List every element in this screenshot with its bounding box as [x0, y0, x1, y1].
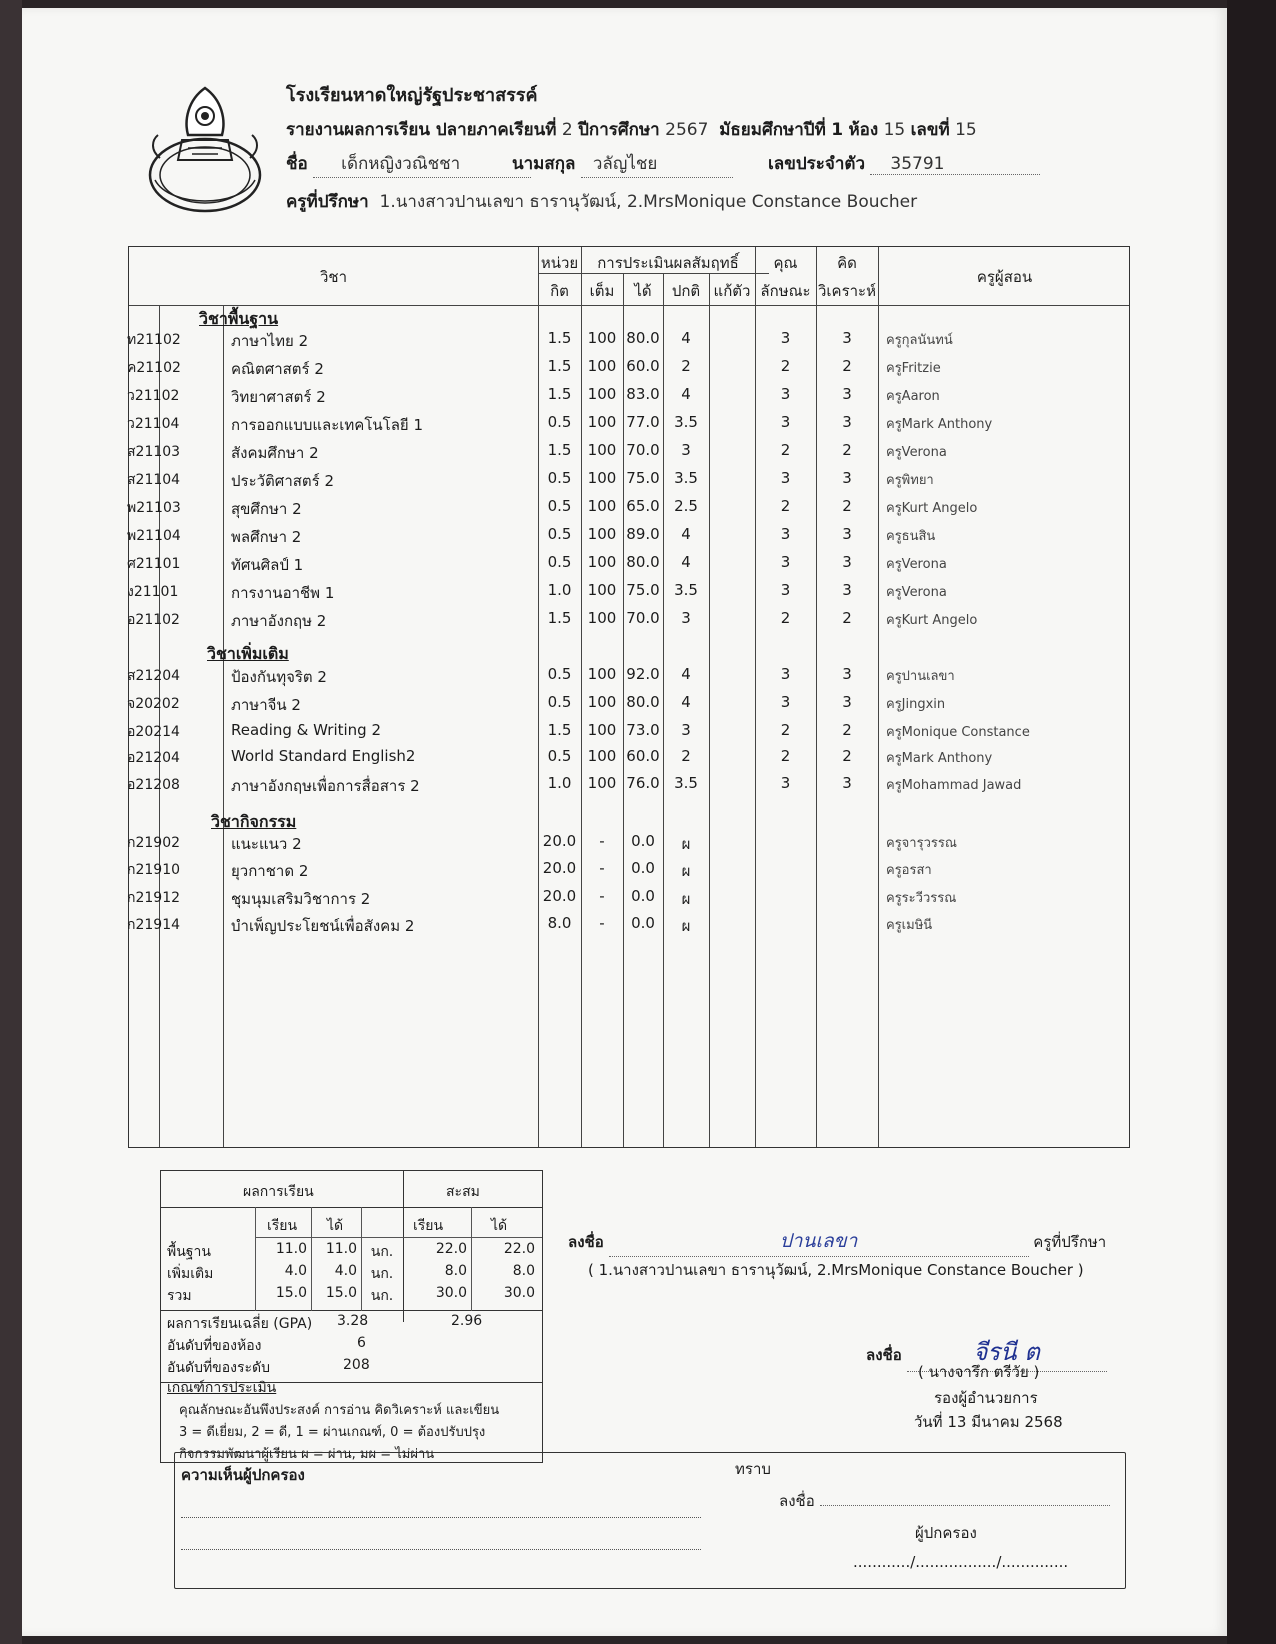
summary-cum-got-label: ได้ [491, 1218, 508, 1234]
section-activity: วิชากิจกรรม [211, 812, 297, 831]
cell-credit: 1.5 [547, 357, 572, 375]
cell-think: 2 [842, 497, 852, 515]
cell-code: อ21204 [127, 750, 180, 766]
criteria-line-1: คุณลักษณะอันพึงประสงค์ การอ่าน คิดวิเคราะห์ และเขียน [179, 1403, 500, 1418]
cell-think: 3 [842, 774, 852, 792]
cell-think: 3 [842, 693, 852, 711]
header-credit-top: หน่วย [540, 254, 579, 272]
summary-box [160, 1170, 543, 1463]
cell-got: 0.0 [631, 832, 655, 850]
cell-think: 3 [842, 413, 852, 431]
cell-full: 100 [587, 441, 617, 459]
cell-char: 3 [780, 385, 791, 403]
cell-name: Reading & Writing 2 [231, 721, 381, 739]
cell-name: สุขศึกษา 2 [231, 500, 302, 518]
cell-got: 0.0 [631, 914, 655, 932]
cell-teacher: ครูJingxin [886, 697, 946, 712]
cell-grade: 4 [681, 693, 691, 711]
cell-code: ว21102 [127, 388, 180, 404]
gpa-value: 3.28 [337, 1313, 369, 1329]
cell-char: 2 [780, 497, 791, 515]
cell-name: ภาษาไทย 2 [231, 332, 309, 350]
criteria-title: เกณฑ์การประเมิน [167, 1380, 277, 1396]
cell-got: 83.0 [626, 385, 660, 403]
cell-full: 100 [587, 665, 617, 683]
cell-teacher: ครูFritzie [886, 361, 941, 376]
grade-value: 1 [831, 120, 844, 140]
cell-credit: 1.5 [547, 441, 572, 459]
cell-code: ว21104 [127, 416, 180, 432]
student-first-name: เด็กหญิงวณิชชา [313, 150, 531, 178]
year-label: ปีการศึกษา [578, 120, 660, 140]
cell-got: 73.0 [626, 721, 660, 739]
cell-full: 100 [587, 469, 617, 487]
summary-label: รวม [167, 1288, 192, 1304]
cell-name: การงานอาชีพ 1 [231, 584, 335, 602]
cell-char: 3 [780, 553, 791, 571]
name-label: ชื่อ [286, 154, 308, 174]
summary-results-label: ผลการเรียน [243, 1184, 314, 1200]
cell-teacher: ครูVerona [886, 585, 947, 600]
teacher-divider [878, 247, 879, 1147]
cell-credit: 1.5 [547, 609, 572, 627]
cell-think: 2 [842, 721, 852, 739]
cell-credit: 0.5 [547, 469, 572, 487]
cell-code: พ21104 [127, 528, 181, 544]
summary-study: 11.0 [275, 1241, 307, 1257]
cell-think: 3 [842, 469, 852, 487]
cell-char: 3 [780, 693, 791, 711]
cell-credit: 0.5 [547, 525, 572, 543]
student-id-label: เลขประจำตัว [768, 154, 865, 174]
director-signature: จีรนี ต [907, 1332, 1107, 1372]
cell-code: ส21104 [127, 472, 181, 488]
cell-code: อ21208 [127, 777, 180, 793]
cell-grade: 4 [681, 385, 691, 403]
cell-name: การออกแบบและเทคโนโลยี 1 [231, 416, 423, 434]
surname-label: นามสกุล [512, 154, 576, 174]
cell-full: - [599, 887, 605, 905]
cell-code: ก21902 [127, 835, 181, 851]
cell-think: 2 [842, 747, 852, 765]
class-rank-value: 6 [357, 1335, 366, 1351]
cell-credit: 0.5 [547, 553, 572, 571]
cell-credit: 0.5 [547, 497, 572, 515]
cell-credit: 0.5 [547, 747, 572, 765]
cell-name: ป้องกันทุจริต 2 [231, 668, 327, 686]
cell-got: 0.0 [631, 859, 655, 877]
number-value: 15 [955, 120, 977, 140]
cell-name: บำเพ็ญประโยชน์เพื่อสังคม 2 [231, 917, 415, 935]
summary-cum-study-label: เรียน [413, 1218, 444, 1234]
header-think-top: คิด [837, 254, 857, 272]
cell-full: 100 [587, 497, 617, 515]
cell-grade: 2.5 [674, 497, 698, 515]
cell-grade: 2 [681, 747, 691, 765]
summary-study: 4.0 [284, 1263, 307, 1279]
level-rank-value: 208 [343, 1357, 370, 1373]
header-subject: วิชา [319, 268, 348, 286]
sign-date: วันที่ 13 มีนาคม 2568 [914, 1413, 1063, 1431]
parent-role: ผู้ปกครอง [915, 1524, 977, 1542]
cell-char: 3 [780, 525, 791, 543]
header-char-top: คุณ [773, 254, 798, 272]
cell-credit: 20.0 [542, 832, 577, 850]
section-basic: วิชาพื้นฐาน [199, 309, 279, 328]
cell-full: 100 [587, 747, 617, 765]
cell-credit: 20.0 [542, 859, 577, 877]
advisor-sign-line [568, 1226, 1106, 1257]
cell-got: 77.0 [626, 413, 660, 431]
cell-teacher: ครูอรสา [886, 863, 932, 878]
cell-got: 76.0 [626, 774, 660, 792]
school-seal-icon [140, 80, 270, 220]
report-title-line [286, 116, 977, 143]
fix-divider [709, 273, 710, 1147]
report-title: รายงานผลการเรียน ปลายภาคเรียนที่ [286, 120, 557, 140]
cell-grade: 4 [681, 553, 691, 571]
cell-name: ชุมนุมเสริมวิชาการ 2 [231, 890, 371, 908]
cell-teacher: ครูVerona [886, 445, 947, 460]
student-id: 35791 [870, 154, 1040, 175]
cell-code: พ21103 [127, 500, 181, 516]
cell-full: 100 [587, 385, 617, 403]
year-value: 2567 [665, 120, 709, 140]
summary-hline-sub [255, 1237, 542, 1238]
criteria-line-2: 3 = ดีเยี่ยม, 2 = ดี, 1 = ผ่านเกณฑ์, 0 = ต้องปรับปรุง [179, 1425, 486, 1440]
cell-got: 70.0 [626, 609, 660, 627]
summary-cumulative-label: สะสม [446, 1184, 480, 1200]
cell-think: 3 [842, 329, 852, 347]
cell-name: World Standard English2 [231, 747, 416, 765]
cell-got: 80.0 [626, 329, 660, 347]
cell-grade: 4 [681, 329, 691, 347]
cell-code: ก21910 [127, 862, 181, 878]
header-divider [129, 305, 1129, 306]
criteria-line-3: กิจกรรมพัฒนาผู้เรียน ผ = ผ่าน, มผ = ไม่ผ่าน [179, 1447, 435, 1462]
cell-credit: 1.5 [547, 385, 572, 403]
cell-char: 2 [780, 441, 791, 459]
summary-hline-2 [161, 1310, 542, 1311]
cell-full: 100 [587, 581, 617, 599]
cell-code: ง21101 [127, 584, 179, 600]
summary-cum_study: 8.0 [444, 1263, 467, 1279]
cell-grade: ผ [681, 862, 691, 880]
room-label: ห้อง [848, 120, 879, 140]
cell-char: 3 [780, 665, 791, 683]
cell-teacher: ครูเมษินี [886, 918, 933, 933]
cell-char: 2 [780, 609, 791, 627]
cell-grade: 4 [681, 525, 691, 543]
cell-got: 60.0 [626, 747, 660, 765]
cell-char: 3 [780, 581, 791, 599]
header-normal: ปกติ [671, 282, 701, 300]
header-full: เต็ม [589, 282, 615, 300]
cell-grade: 3 [681, 441, 691, 459]
cell-char: 2 [780, 747, 791, 765]
cell-code: ก21912 [127, 890, 181, 906]
section-additional: วิชาเพิ่มเติม [207, 644, 289, 663]
cell-got: 92.0 [626, 665, 660, 683]
summary-unit: นก. [370, 1244, 394, 1260]
parent-comment-title: ความเห็นผู้ปกครอง [181, 1466, 305, 1484]
cell-think: 2 [842, 357, 852, 375]
cell-grade: ผ [681, 890, 691, 908]
advisor-signature: ปานเลขา [609, 1226, 1029, 1257]
parent-ack: ทราบ [735, 1460, 771, 1478]
cell-think: 3 [842, 665, 852, 683]
cell-credit: 1.0 [547, 581, 572, 599]
cell-grade: 3 [681, 721, 691, 739]
cell-credit: 1.5 [547, 721, 572, 739]
cell-teacher: ครูMark Anthony [886, 751, 993, 766]
advisor-role: ครูที่ปรึกษา [1033, 1233, 1107, 1251]
cell-name: คณิตศาสตร์ 2 [231, 360, 324, 378]
cell-credit: 0.5 [547, 413, 572, 431]
summary-cum_got: 8.0 [512, 1263, 535, 1279]
summary-got: 11.0 [325, 1241, 357, 1257]
cell-teacher: ครูKurt Angelo [886, 501, 978, 516]
advisor-line [286, 188, 917, 215]
parent-comment-line-1[interactable] [181, 1501, 701, 1518]
class-rank-label: อันดับที่ของห้อง [167, 1338, 262, 1354]
cell-think: 3 [842, 385, 852, 403]
room-value: 15 [883, 120, 906, 140]
summary-label: เพิ่มเติม [167, 1266, 214, 1282]
cell-grade: 2 [681, 357, 691, 375]
cell-teacher: ครูVerona [886, 557, 947, 572]
summary-cum_got: 30.0 [503, 1285, 535, 1301]
summary-cum_study: 22.0 [435, 1241, 467, 1257]
cell-got: 75.0 [626, 581, 660, 599]
cell-teacher: ครูระวีวรรณ [886, 891, 957, 906]
cell-name: ทัศนศิลป์ 1 [231, 556, 304, 574]
cell-code: ก21914 [127, 917, 181, 933]
cell-grade: 3 [681, 609, 691, 627]
summary-study-label: เรียน [267, 1218, 298, 1234]
page-shadow [0, 0, 22, 1644]
cell-char: 3 [780, 774, 791, 792]
cell-char: 2 [780, 721, 791, 739]
cell-teacher: ครูMark Anthony [886, 417, 993, 432]
parent-comment-box [174, 1452, 1126, 1589]
cell-full: - [599, 859, 605, 877]
header-teacher: ครูผู้สอน [976, 268, 1033, 286]
advisor-label: ครูที่ปรึกษา [286, 192, 369, 212]
cell-name: วิทยาศาสตร์ 2 [231, 388, 326, 406]
cell-got: 60.0 [626, 357, 660, 375]
cell-teacher: ครูปานเลขา [886, 669, 955, 684]
summary-got: 4.0 [334, 1263, 357, 1279]
summary-label: พื้นฐาน [167, 1244, 211, 1260]
summary-cum_got: 22.0 [503, 1241, 535, 1257]
cell-name: พลศึกษา 2 [231, 528, 302, 546]
cell-grade: 3.5 [674, 774, 698, 792]
cell-code: อ20214 [127, 724, 180, 740]
grades-table [128, 246, 1130, 1148]
director-name: ( นางจารึก ตรีวัย ) [918, 1363, 1040, 1381]
cell-got: 0.0 [631, 887, 655, 905]
cell-teacher: ครูพิทยา [886, 473, 934, 488]
summary-got-label: ได้ [327, 1218, 344, 1234]
cum-gpa-value: 2.96 [451, 1313, 483, 1329]
cell-credit: 1.5 [547, 329, 572, 347]
school-name: โรงเรียนหาดใหญ่รัฐประชาสรรค์ [286, 85, 538, 106]
cell-teacher: ครูAaron [886, 389, 940, 404]
background-edge [1227, 0, 1276, 1644]
cell-think: 3 [842, 553, 852, 571]
semester-value: 2 [561, 120, 573, 140]
cell-got: 89.0 [626, 525, 660, 543]
cell-teacher: ครูMohammad Jawad [886, 778, 1022, 793]
cell-char: 3 [780, 413, 791, 431]
student-surname: วลัญไชย [581, 150, 733, 178]
surname-line [512, 150, 733, 178]
header-fix: แก้ตัว [713, 282, 751, 300]
cell-name: ภาษาจีน 2 [231, 696, 301, 714]
cell-code: ส21103 [127, 444, 181, 460]
summary-study: 15.0 [275, 1285, 307, 1301]
cell-full: 100 [587, 525, 617, 543]
cell-grade: ผ [681, 917, 691, 935]
student-name-line [286, 150, 531, 178]
cell-think: 3 [842, 581, 852, 599]
level-rank-label: อันดับที่ของระดับ [167, 1360, 271, 1376]
cell-got: 65.0 [626, 497, 660, 515]
cell-teacher: ครูธนสิน [886, 529, 936, 544]
cell-grade: 3.5 [674, 469, 698, 487]
cell-full: 100 [587, 553, 617, 571]
cell-name: สังคมศึกษา 2 [231, 444, 319, 462]
header-think-bottom: วิเคราะห์ [817, 282, 876, 300]
cell-char: 3 [780, 469, 791, 487]
cell-name: ประวัติศาสตร์ 2 [231, 472, 335, 490]
parent-signature-field[interactable] [820, 1505, 1110, 1506]
cell-full: 100 [587, 413, 617, 431]
cell-name: ภาษาอังกฤษ 2 [231, 612, 327, 630]
cell-teacher: ครูกุลนันทน์ [886, 333, 953, 348]
cell-code: ท21102 [127, 332, 181, 348]
parent-sign-label: ลงชื่อ [779, 1492, 815, 1510]
gpa-label: ผลการเรียนเฉลี่ย (GPA) [167, 1316, 313, 1332]
summary-unit: นก. [370, 1288, 394, 1304]
cell-full: - [599, 832, 605, 850]
cell-full: 100 [587, 693, 617, 711]
cell-name: ภาษาอังกฤษเพื่อการสื่อสาร 2 [231, 777, 420, 795]
cell-full: 100 [587, 609, 617, 627]
director-sign-label: ลงชื่อ [866, 1346, 902, 1364]
cell-credit: 8.0 [547, 914, 572, 932]
cell-credit: 20.0 [542, 887, 577, 905]
cell-think: 2 [842, 441, 852, 459]
cell-got: 80.0 [626, 693, 660, 711]
summary-got: 15.0 [325, 1285, 357, 1301]
cell-grade: ผ [681, 835, 691, 853]
cell-teacher: ครูจารุวรรณ [886, 836, 957, 851]
student-id-line [768, 150, 1040, 177]
cell-full: 100 [587, 329, 617, 347]
header-char-bottom: ลักษณะ [760, 282, 811, 300]
advisor-printed-names: ( 1.นางสาวปานเลขา ธารานุวัฒน์, 2.MrsMonique Constance Boucher ) [588, 1261, 1084, 1279]
header-assessment: การประเมินผลสัมฤทธิ์ [597, 254, 739, 272]
advisor-names: 1.นางสาวปานเลขา ธารานุวัฒน์, 2.MrsMonique Constance Boucher [379, 192, 918, 212]
cell-credit: 0.5 [547, 693, 572, 711]
parent-sign-line [779, 1489, 1110, 1513]
header-credit-bottom: กิต [550, 282, 569, 300]
cell-name: ยุวกาชาด 2 [231, 862, 309, 880]
name-divider [223, 305, 224, 1147]
cell-char: 3 [780, 329, 791, 347]
cell-char: 2 [780, 357, 791, 375]
cell-code: ค21102 [127, 360, 181, 376]
header-got: ได้ [634, 282, 652, 300]
cell-got: 75.0 [626, 469, 660, 487]
parent-comment-line-2[interactable] [181, 1533, 701, 1550]
cell-grade: 4 [681, 665, 691, 683]
cell-full: 100 [587, 721, 617, 739]
cell-code: จ20202 [127, 696, 180, 712]
cell-got: 80.0 [626, 553, 660, 571]
cell-name: แนะแนว 2 [231, 835, 302, 853]
summary-hline-1 [161, 1207, 542, 1208]
cell-teacher: ครูKurt Angelo [886, 613, 978, 628]
number-label: เลขที่ [910, 120, 950, 140]
cell-grade: 3.5 [674, 581, 698, 599]
cell-full: 100 [587, 357, 617, 375]
cell-full: - [599, 914, 605, 932]
advisor-sign-label: ลงชื่อ [568, 1233, 604, 1251]
cell-got: 70.0 [626, 441, 660, 459]
summary-unit: นก. [370, 1266, 394, 1282]
cell-teacher: ครูMonique Constance [886, 725, 1030, 740]
cell-code: ส21204 [127, 668, 181, 684]
cell-full: 100 [587, 774, 617, 792]
cell-code: ศ21101 [127, 556, 181, 572]
grade-label: มัธยมศึกษาปีที่ [719, 120, 826, 140]
parent-date: ............/................./.............. [853, 1553, 1069, 1571]
cell-grade: 3.5 [674, 413, 698, 431]
cell-credit: 1.0 [547, 774, 572, 792]
director-role: รองผู้อำนวยการ [934, 1389, 1038, 1407]
cell-credit: 0.5 [547, 665, 572, 683]
summary-cum_study: 30.0 [435, 1285, 467, 1301]
cell-think: 2 [842, 609, 852, 627]
cell-code: อ21102 [127, 612, 180, 628]
cell-think: 3 [842, 525, 852, 543]
